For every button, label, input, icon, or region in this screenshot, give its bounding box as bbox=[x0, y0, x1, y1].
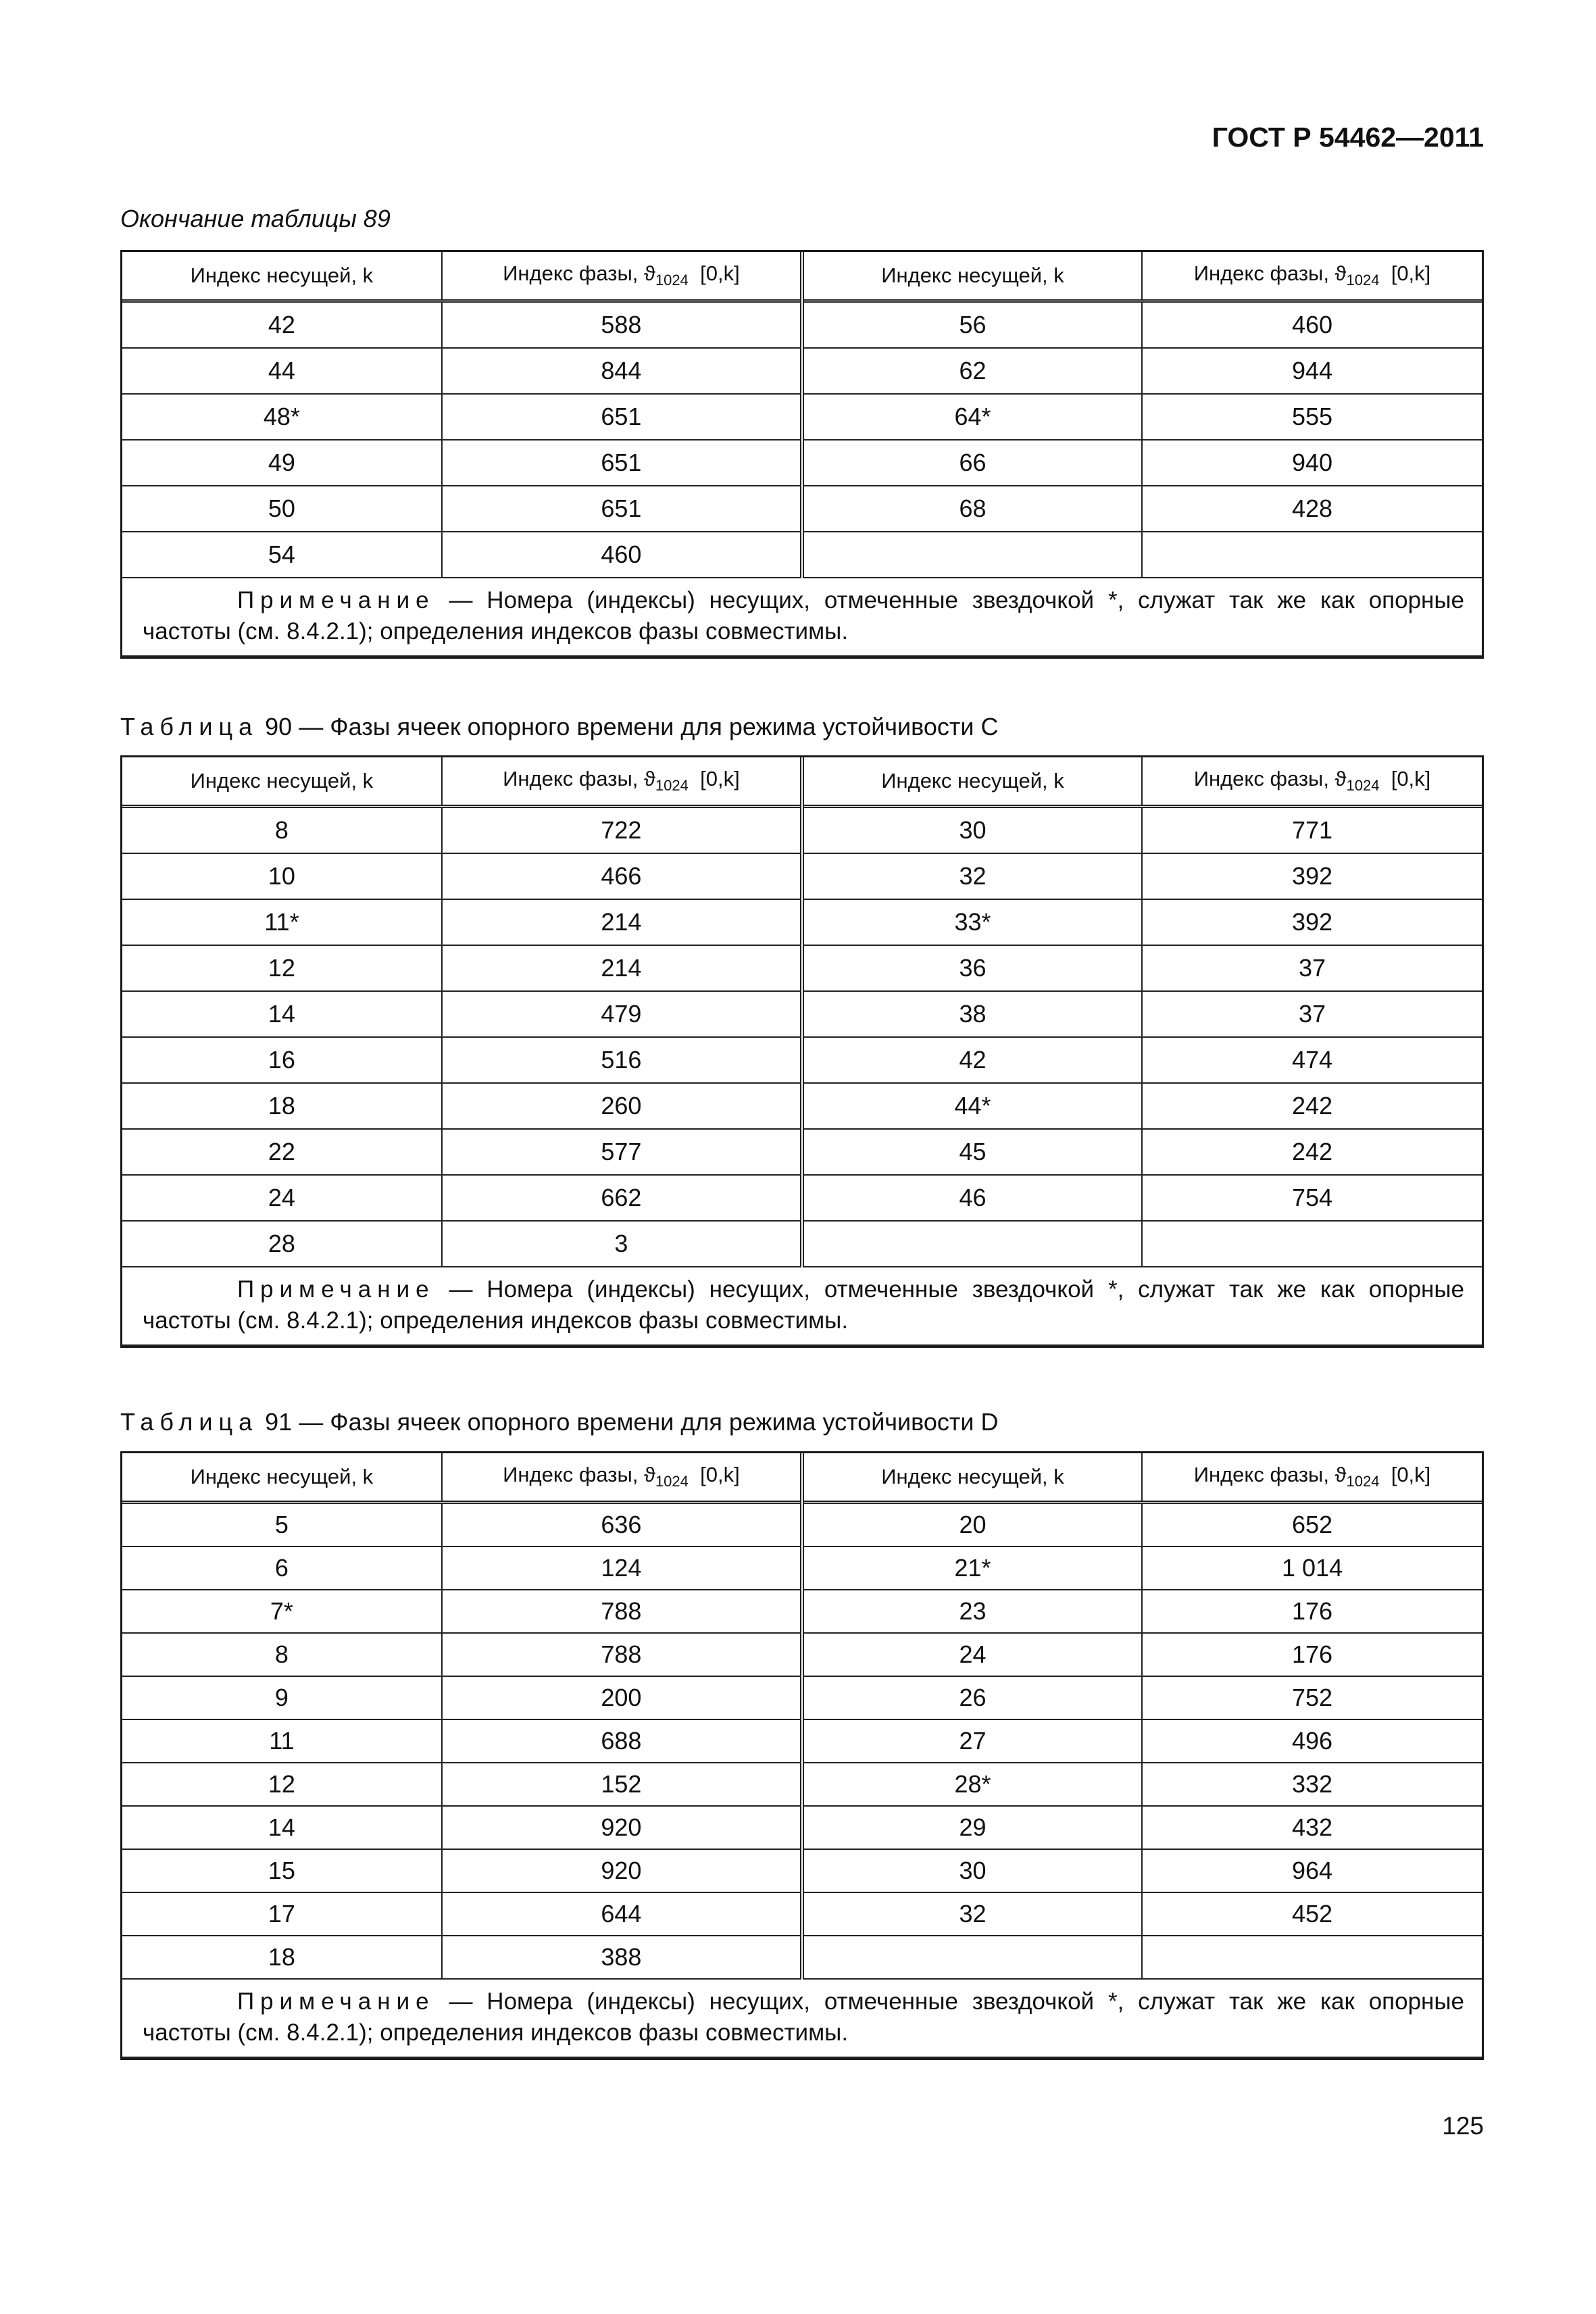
phase-index-header bbox=[442, 252, 802, 301]
table-row bbox=[122, 945, 1482, 991]
table-cell: 33* bbox=[802, 899, 1142, 945]
table-cell: 11 bbox=[122, 1719, 442, 1763]
carrier-index-header: Индекс несущей, k bbox=[122, 252, 442, 301]
table-row bbox=[122, 1083, 1482, 1129]
header-row bbox=[122, 757, 1482, 807]
table-cell: 38 bbox=[802, 991, 1142, 1037]
table-cell: 37 bbox=[1142, 945, 1482, 991]
table-caption bbox=[120, 205, 391, 233]
table-row bbox=[122, 440, 1482, 486]
note-lead: Примечание bbox=[237, 587, 435, 613]
table-cell: 1 014 bbox=[1142, 1546, 1482, 1590]
phase-header-label: Индекс фазы, ϑ bbox=[503, 767, 655, 791]
table-cell: 28* bbox=[802, 1763, 1142, 1806]
table-cell: 48* bbox=[122, 394, 442, 440]
caption-lead: Таблица bbox=[120, 1408, 259, 1436]
table-cell: 14 bbox=[122, 991, 442, 1037]
data-table bbox=[122, 757, 1482, 1346]
table-cell: 7* bbox=[122, 1590, 442, 1633]
table-cell: 754 bbox=[1142, 1175, 1482, 1221]
table-cell: 722 bbox=[442, 807, 802, 854]
phase-index-header bbox=[442, 757, 802, 807]
table-cell: 15 bbox=[122, 1849, 442, 1892]
table-cell: 651 bbox=[442, 394, 802, 440]
table-cell: 577 bbox=[442, 1129, 802, 1175]
table-row bbox=[122, 1037, 1482, 1083]
table-cell: 18 bbox=[122, 1936, 442, 1979]
carrier-index-header: Индекс несущей, k bbox=[802, 757, 1142, 807]
table-row bbox=[122, 301, 1482, 349]
table-cell: 14 bbox=[122, 1806, 442, 1849]
caption-text: 90 — Фазы ячеек опорного времени для режима устойчивости С bbox=[258, 713, 999, 740]
table-row bbox=[122, 853, 1482, 899]
table-cell bbox=[1142, 532, 1482, 578]
table-caption bbox=[120, 713, 999, 741]
table-cell: 30 bbox=[802, 807, 1142, 854]
phase-header-range: [0,k] bbox=[1391, 1463, 1431, 1487]
table-cell: 516 bbox=[442, 1037, 802, 1083]
table-cell: 24 bbox=[802, 1633, 1142, 1676]
note-row bbox=[122, 578, 1482, 656]
table-row bbox=[122, 1849, 1482, 1892]
table-cell: 940 bbox=[1142, 440, 1482, 486]
table-cell: 124 bbox=[442, 1546, 802, 1590]
table-cell: 32 bbox=[802, 853, 1142, 899]
table-cell: 44 bbox=[122, 348, 442, 394]
header-row bbox=[122, 252, 1482, 301]
table-cell: 332 bbox=[1142, 1763, 1482, 1806]
table-cell: 9 bbox=[122, 1676, 442, 1719]
carrier-index-header: Индекс несущей, k bbox=[122, 1453, 442, 1503]
table-cell: 20 bbox=[802, 1503, 1142, 1547]
table-row bbox=[122, 1936, 1482, 1979]
table-row bbox=[122, 807, 1482, 854]
table-row bbox=[122, 1719, 1482, 1763]
carrier-index-header: Индекс несущей, k bbox=[802, 252, 1142, 301]
table-cell: 964 bbox=[1142, 1849, 1482, 1892]
table-note bbox=[122, 1267, 1482, 1345]
table-cell: 242 bbox=[1142, 1083, 1482, 1129]
table-row bbox=[122, 1129, 1482, 1175]
table-cell: 388 bbox=[442, 1936, 802, 1979]
table-cell: 6 bbox=[122, 1546, 442, 1590]
table-cell: 32 bbox=[802, 1892, 1142, 1936]
phase-header-range: [0,k] bbox=[700, 1463, 740, 1487]
note-row bbox=[122, 1979, 1482, 2057]
table-cell: 22 bbox=[122, 1129, 442, 1175]
table-note bbox=[122, 578, 1482, 656]
table-cell: 428 bbox=[1142, 486, 1482, 532]
phase-header-label: Индекс фазы, ϑ bbox=[1193, 1463, 1347, 1487]
table-cell: 771 bbox=[1142, 807, 1482, 854]
page-number: 125 bbox=[1442, 2112, 1484, 2140]
phase-header-subscript: 1024 bbox=[1346, 272, 1380, 289]
table-row bbox=[122, 532, 1482, 578]
table-cell: 152 bbox=[442, 1763, 802, 1806]
phase-index-header bbox=[1142, 252, 1482, 301]
table-cell: 11* bbox=[122, 899, 442, 945]
table-cell: 242 bbox=[1142, 1129, 1482, 1175]
table-cell: 36 bbox=[802, 945, 1142, 991]
phase-header-subscript: 1024 bbox=[655, 777, 689, 795]
table-row bbox=[122, 899, 1482, 945]
table-cell: 37 bbox=[1142, 991, 1482, 1037]
note-text: — Номера (индексы) несущих, отмеченные звездочкой *, служат так же как опорные частоты (см. 8.4.2.1); определения индексов фазы совместимы. bbox=[143, 1988, 1464, 2046]
table-cell: 651 bbox=[442, 440, 802, 486]
table-cell: 452 bbox=[1142, 1892, 1482, 1936]
table-row bbox=[122, 1175, 1482, 1221]
phase-header-range: [0,k] bbox=[1391, 261, 1431, 286]
table-cell: 27 bbox=[802, 1719, 1142, 1763]
table-cell bbox=[1142, 1936, 1482, 1979]
table-cell: 392 bbox=[1142, 853, 1482, 899]
phase-table bbox=[120, 1451, 1484, 2060]
note-text: — Номера (индексы) несущих, отмеченные звездочкой *, служат так же как опорные частоты (см. 8.4.2.1); определения индексов фазы совместимы. bbox=[143, 587, 1464, 645]
table-cell: 26 bbox=[802, 1676, 1142, 1719]
phase-header-label: Индекс фазы, ϑ bbox=[1193, 261, 1347, 286]
table-cell: 466 bbox=[442, 853, 802, 899]
table-cell: 23 bbox=[802, 1590, 1142, 1633]
table-cell bbox=[802, 1936, 1142, 1979]
caption-text: 91 — Фазы ячеек опорного времени для режима устойчивости D bbox=[258, 1408, 999, 1436]
caption-text: Окончание таблицы 89 bbox=[120, 205, 391, 232]
table-cell: 29 bbox=[802, 1806, 1142, 1849]
note-row bbox=[122, 1267, 1482, 1345]
caption-lead: Таблица bbox=[120, 713, 259, 740]
phase-header-label: Индекс фазы, ϑ bbox=[503, 1463, 655, 1487]
note-text: — Номера (индексы) несущих, отмеченные звездочкой *, служат так же как опорные частоты (см. 8.4.2.1); определения индексов фазы совместимы. bbox=[143, 1276, 1464, 1334]
table-cell: 652 bbox=[1142, 1503, 1482, 1547]
phase-header-subscript: 1024 bbox=[1346, 1473, 1380, 1490]
data-table bbox=[122, 1453, 1482, 2058]
table-cell bbox=[1142, 1221, 1482, 1267]
table-cell: 28 bbox=[122, 1221, 442, 1267]
table-cell: 214 bbox=[442, 945, 802, 991]
table-cell: 21* bbox=[802, 1546, 1142, 1590]
phase-table bbox=[120, 250, 1484, 659]
table-cell: 636 bbox=[442, 1503, 802, 1547]
table-cell: 64* bbox=[802, 394, 1142, 440]
table-row bbox=[122, 1546, 1482, 1590]
table-cell: 474 bbox=[1142, 1037, 1482, 1083]
carrier-index-header: Индекс несущей, k bbox=[122, 757, 442, 807]
table-cell: 588 bbox=[442, 301, 802, 349]
table-cell: 752 bbox=[1142, 1676, 1482, 1719]
table-cell: 392 bbox=[1142, 899, 1482, 945]
header-row bbox=[122, 1453, 1482, 1503]
note-lead: Примечание bbox=[237, 1988, 435, 2015]
table-note bbox=[122, 1979, 1482, 2057]
phase-header-label: Индекс фазы, ϑ bbox=[1193, 767, 1347, 791]
table-cell: 62 bbox=[802, 348, 1142, 394]
table-cell: 176 bbox=[1142, 1633, 1482, 1676]
table-row bbox=[122, 1806, 1482, 1849]
table-cell: 176 bbox=[1142, 1590, 1482, 1633]
table-cell: 200 bbox=[442, 1676, 802, 1719]
table-cell: 460 bbox=[1142, 301, 1482, 349]
table-cell: 68 bbox=[802, 486, 1142, 532]
table-cell: 8 bbox=[122, 807, 442, 854]
table-cell: 66 bbox=[802, 440, 1142, 486]
table-cell: 30 bbox=[802, 1849, 1142, 1892]
table-row bbox=[122, 1590, 1482, 1633]
table-row bbox=[122, 1763, 1482, 1806]
table-row bbox=[122, 1892, 1482, 1936]
phase-index-header bbox=[1142, 1453, 1482, 1503]
table-cell: 555 bbox=[1142, 394, 1482, 440]
table-cell: 496 bbox=[1142, 1719, 1482, 1763]
phase-header-subscript: 1024 bbox=[655, 1473, 689, 1490]
table-cell: 42 bbox=[802, 1037, 1142, 1083]
table-cell: 54 bbox=[122, 532, 442, 578]
table-row bbox=[122, 1676, 1482, 1719]
table-cell: 3 bbox=[442, 1221, 802, 1267]
table-row bbox=[122, 1221, 1482, 1267]
table-cell: 260 bbox=[442, 1083, 802, 1129]
table-cell: 788 bbox=[442, 1590, 802, 1633]
table-cell: 8 bbox=[122, 1633, 442, 1676]
table-row bbox=[122, 1633, 1482, 1676]
table-cell: 662 bbox=[442, 1175, 802, 1221]
table-cell: 651 bbox=[442, 486, 802, 532]
phase-index-header bbox=[1142, 757, 1482, 807]
table-cell: 12 bbox=[122, 945, 442, 991]
phase-header-range: [0,k] bbox=[700, 767, 740, 791]
table-cell: 16 bbox=[122, 1037, 442, 1083]
phase-header-subscript: 1024 bbox=[655, 272, 689, 289]
table-row bbox=[122, 991, 1482, 1037]
table-cell: 45 bbox=[802, 1129, 1142, 1175]
table-cell: 17 bbox=[122, 1892, 442, 1936]
table-row bbox=[122, 348, 1482, 394]
phase-index-header bbox=[442, 1453, 802, 1503]
table-cell: 944 bbox=[1142, 348, 1482, 394]
table-cell: 214 bbox=[442, 899, 802, 945]
table-cell: 56 bbox=[802, 301, 1142, 349]
table-cell: 920 bbox=[442, 1849, 802, 1892]
table-cell: 12 bbox=[122, 1763, 442, 1806]
table-cell bbox=[802, 532, 1142, 578]
table-cell: 644 bbox=[442, 1892, 802, 1936]
table-row bbox=[122, 1503, 1482, 1547]
table-cell: 432 bbox=[1142, 1806, 1482, 1849]
phase-header-subscript: 1024 bbox=[1346, 777, 1380, 795]
table-cell: 920 bbox=[442, 1806, 802, 1849]
table-row bbox=[122, 394, 1482, 440]
carrier-index-header: Индекс несущей, k bbox=[802, 1453, 1142, 1503]
table-cell: 688 bbox=[442, 1719, 802, 1763]
table-cell: 46 bbox=[802, 1175, 1142, 1221]
phase-table bbox=[120, 755, 1484, 1348]
table-cell: 42 bbox=[122, 301, 442, 349]
table-row bbox=[122, 486, 1482, 532]
table-cell: 479 bbox=[442, 991, 802, 1037]
table-cell: 10 bbox=[122, 853, 442, 899]
table-cell: 24 bbox=[122, 1175, 442, 1221]
table-cell: 49 bbox=[122, 440, 442, 486]
table-cell: 460 bbox=[442, 532, 802, 578]
table-cell: 844 bbox=[442, 348, 802, 394]
table-cell: 5 bbox=[122, 1503, 442, 1547]
phase-header-range: [0,k] bbox=[1391, 767, 1431, 791]
table-cell: 50 bbox=[122, 486, 442, 532]
data-table bbox=[122, 252, 1482, 657]
phase-header-label: Индекс фазы, ϑ bbox=[503, 261, 655, 286]
table-cell: 44* bbox=[802, 1083, 1142, 1129]
note-lead: Примечание bbox=[237, 1276, 435, 1303]
table-cell: 788 bbox=[442, 1633, 802, 1676]
table-cell: 18 bbox=[122, 1083, 442, 1129]
table-caption bbox=[120, 1408, 999, 1436]
standard-designation: ГОСТ Р 54462—2011 bbox=[1212, 122, 1484, 153]
table-cell bbox=[802, 1221, 1142, 1267]
phase-header-range: [0,k] bbox=[700, 261, 740, 286]
